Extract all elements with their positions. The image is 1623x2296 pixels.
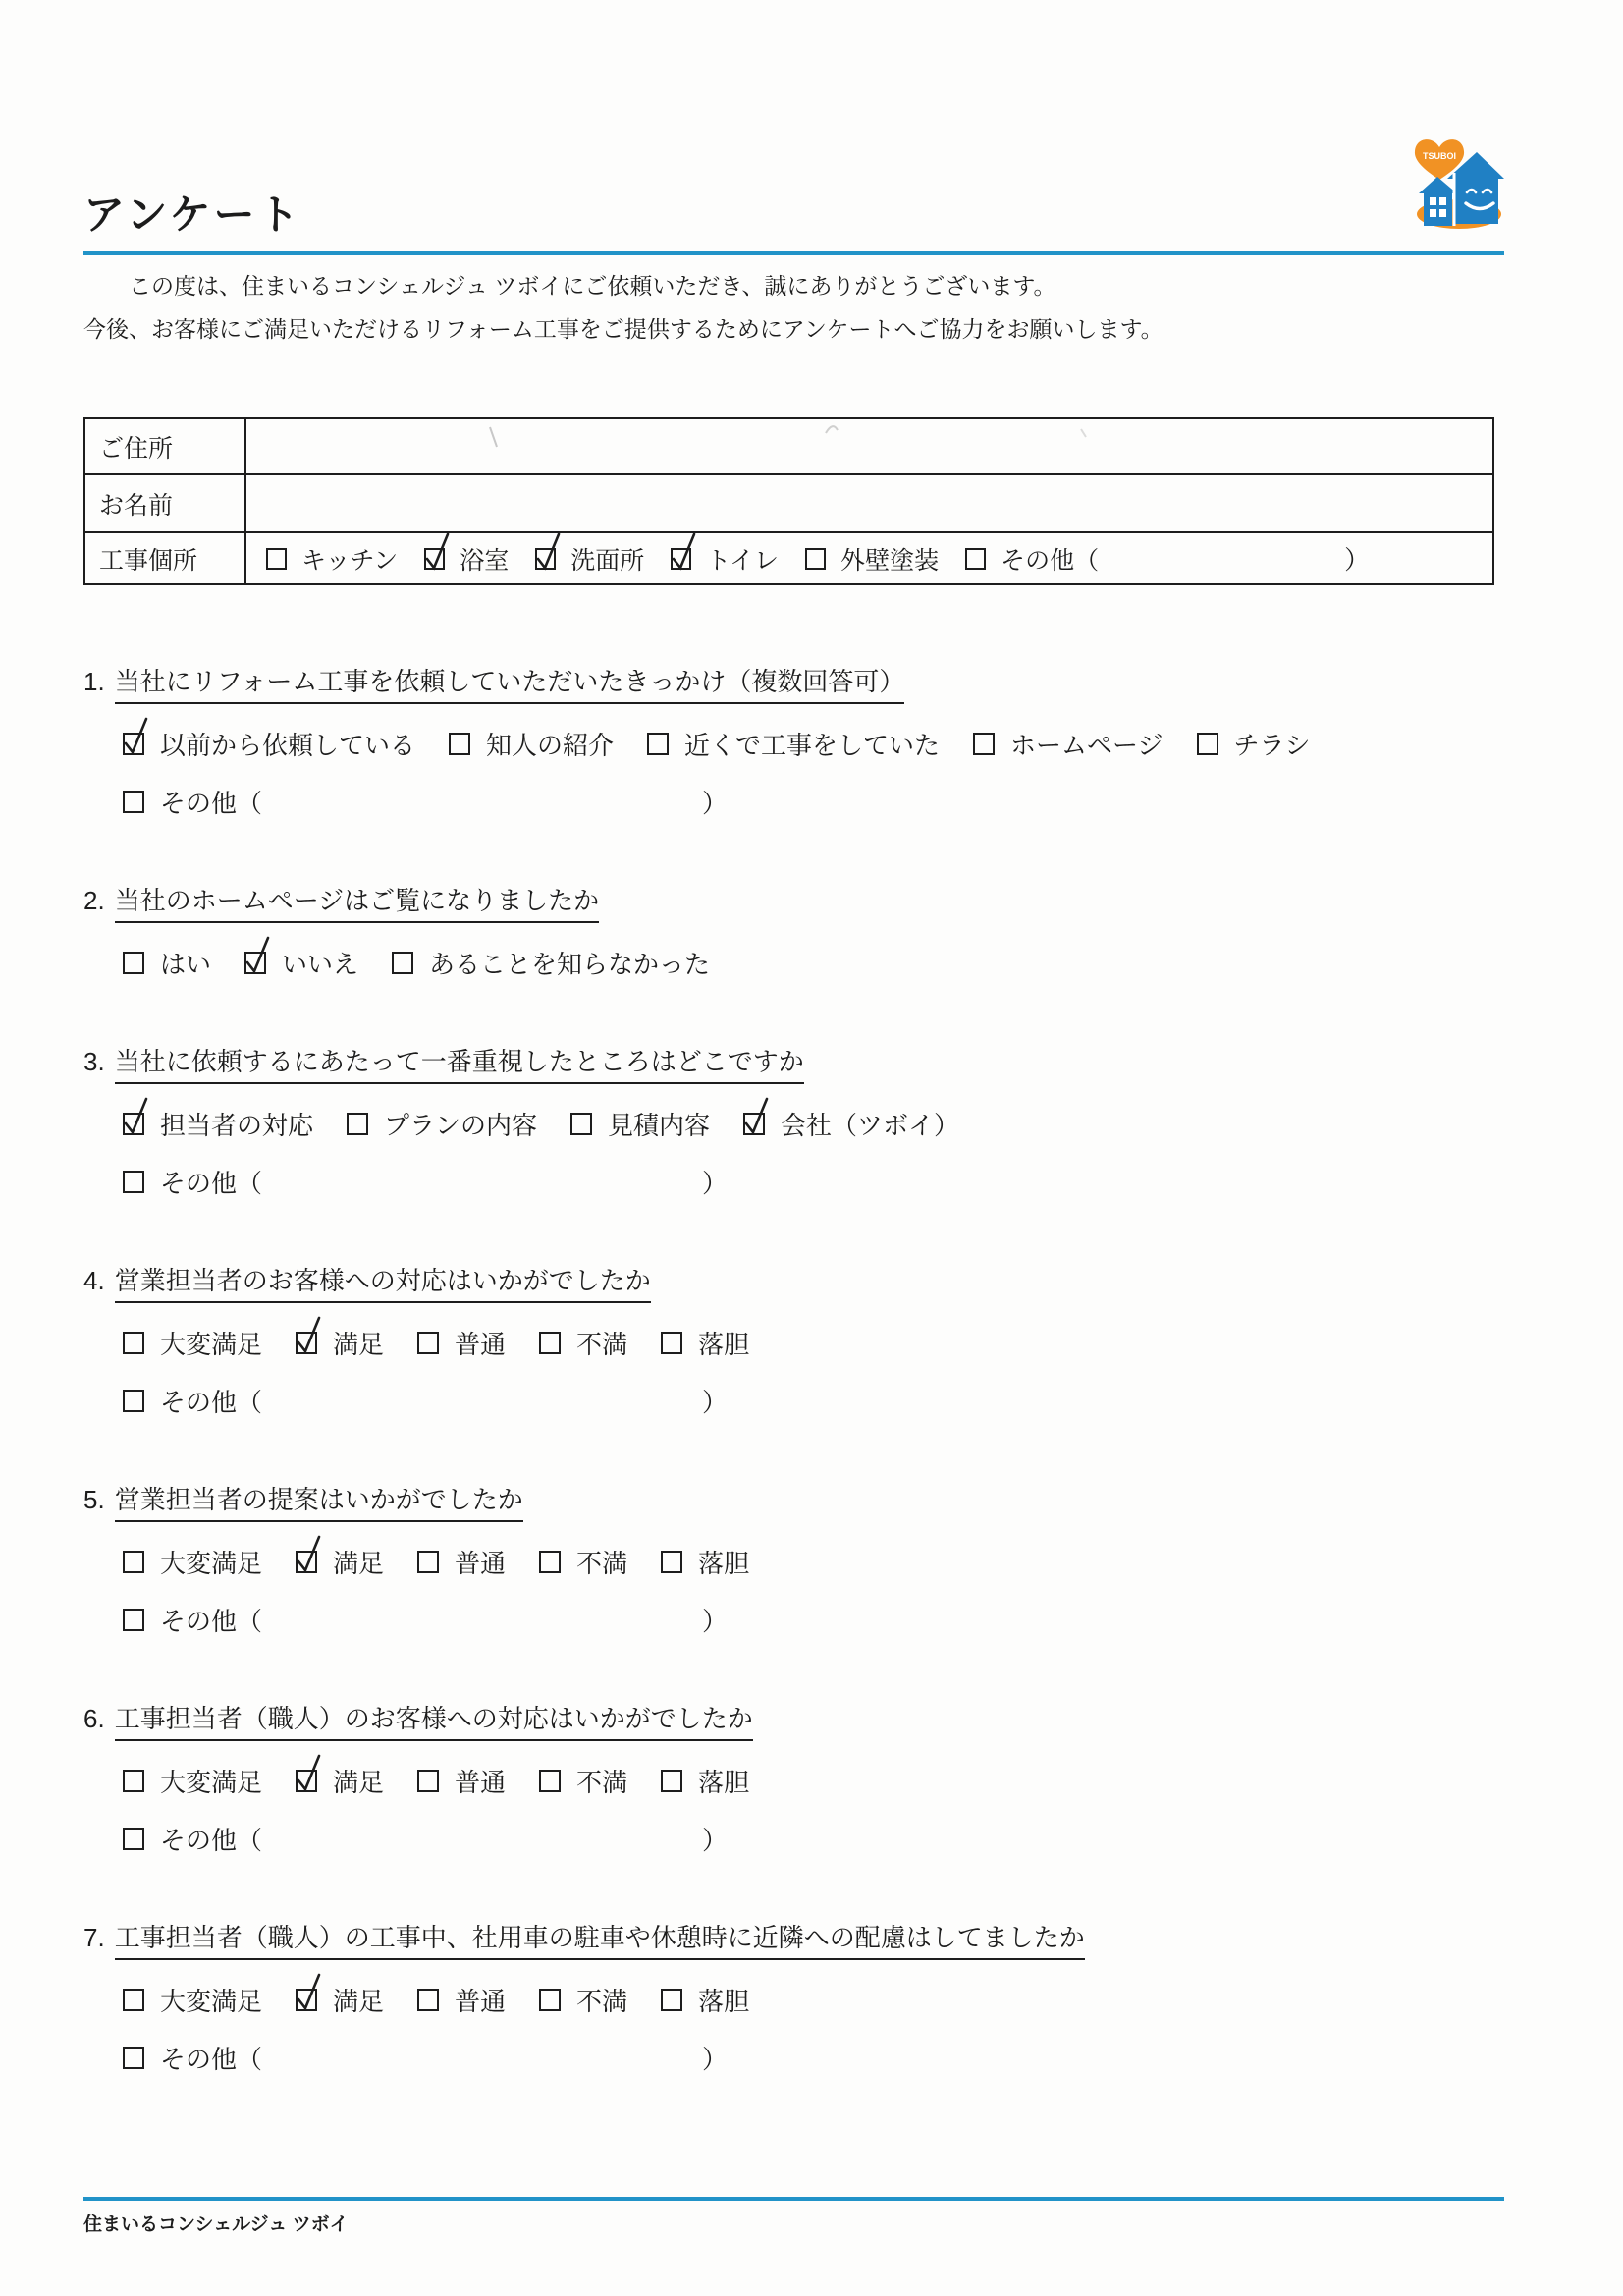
checkbox-option[interactable] [661, 1982, 749, 2018]
checkbox-option[interactable] [647, 726, 940, 762]
question-text: 営業担当者のお客様への対応はいかがでしたか [115, 1266, 651, 1303]
checkbox-option[interactable] [296, 1982, 384, 2018]
construction-area-label: 工事個所 [84, 532, 245, 584]
empty-checkbox-icon [647, 733, 669, 755]
logo-heart-text: TSUBOI [1422, 151, 1457, 161]
question-title [83, 1261, 1515, 1297]
option-label: 洗面所 [570, 546, 645, 574]
question-title [83, 1699, 1515, 1735]
option-row [123, 1763, 1515, 1798]
empty-checkbox-icon [570, 1113, 592, 1135]
intro-line-1: この度は、住まいるコンシェルジュ ツボイにご依頼いただき、誠にありがとうございます。 [129, 273, 1056, 299]
intro-line-2: 今後、お客様にご満足いただけるリフォーム工事をご提供するためにアンケートへご協力をお願いします。 [83, 316, 1163, 343]
checkbox-option[interactable] [535, 541, 644, 576]
close-paren: ） [702, 1606, 729, 1636]
option-row [123, 2040, 1515, 2075]
checkbox-option[interactable] [123, 1106, 313, 1142]
empty-checkbox-icon [539, 1770, 561, 1792]
option-label: 知人の紹介 [486, 730, 615, 760]
checkbox-option[interactable] [805, 541, 939, 576]
empty-checkbox-icon [417, 1770, 439, 1792]
check-mark-icon [295, 1971, 323, 2013]
empty-checkbox-icon [539, 1989, 561, 2011]
question-title [83, 1918, 1515, 1954]
checked-checkbox-icon [123, 1113, 144, 1135]
question-text: 工事担当者（職人）の工事中、社用車の駐車や休憩時に近隣への配慮はしてましたか [115, 1923, 1085, 1960]
option-label: その他（ [160, 788, 263, 818]
checked-checkbox-icon [296, 1332, 317, 1354]
question-options [83, 1106, 1515, 1199]
question [83, 1699, 1515, 1856]
checkbox-option[interactable] [392, 945, 710, 981]
option-label: その他（ [1001, 546, 1100, 574]
write-in-blank[interactable] [262, 1180, 702, 1182]
empty-checkbox-icon [266, 548, 287, 570]
checkbox-option[interactable] [417, 1325, 506, 1361]
close-paren: ） [1344, 545, 1371, 575]
checkbox-option[interactable] [570, 1106, 710, 1142]
option-row [123, 1164, 1515, 1199]
question-number: 5. [83, 1485, 105, 1515]
empty-checkbox-icon [417, 1989, 439, 2011]
check-mark-icon [122, 1095, 150, 1137]
option-label: 見積内容 [608, 1110, 711, 1140]
checkbox-option[interactable] [539, 1763, 627, 1799]
option-row [123, 1821, 1515, 1856]
option-label: 大変満足 [160, 1767, 263, 1797]
check-mark-icon [295, 1752, 323, 1794]
address-input-area[interactable] [245, 418, 1493, 474]
empty-checkbox-icon [123, 952, 144, 974]
checkbox-option[interactable] [417, 1982, 506, 2018]
tsuboi-logo-graphic [1412, 132, 1504, 234]
checkbox-option[interactable] [123, 784, 728, 820]
empty-checkbox-icon [661, 1989, 682, 2011]
empty-checkbox-icon [123, 1828, 144, 1850]
question [83, 662, 1515, 819]
question-title [83, 1480, 1515, 1516]
question-title [83, 1042, 1515, 1078]
empty-checkbox-icon [123, 791, 144, 813]
option-label: 以前から依頼している [160, 730, 416, 760]
question-title [83, 662, 1515, 698]
option-row [123, 1982, 1515, 2017]
empty-checkbox-icon [661, 1332, 682, 1354]
option-label: あることを知らなかった [429, 949, 711, 979]
question-text: 営業担当者の提案はいかがでしたか [115, 1485, 523, 1522]
checkbox-option[interactable] [266, 541, 398, 576]
option-row [123, 1325, 1515, 1360]
question-number: 4. [83, 1266, 105, 1296]
option-label: 普通 [455, 1329, 507, 1359]
option-label: 近くで工事をしていた [684, 730, 941, 760]
empty-checkbox-icon [965, 548, 986, 570]
option-label: 会社（ツボイ） [781, 1110, 960, 1140]
write-in-blank[interactable] [1099, 558, 1344, 560]
question-options [83, 1982, 1515, 2075]
option-label: はい [160, 949, 212, 979]
check-mark-icon [534, 530, 563, 573]
checked-checkbox-icon [123, 733, 144, 755]
option-label: 外壁塗装 [840, 546, 940, 574]
checkbox-option[interactable] [671, 541, 779, 576]
write-in-blank[interactable] [262, 800, 702, 802]
option-label: 不満 [576, 1548, 628, 1578]
checked-checkbox-icon [424, 548, 445, 570]
option-label: 落胆 [698, 1548, 750, 1578]
option-row [123, 1383, 1515, 1418]
address-row [84, 418, 1493, 474]
question-number: 3. [83, 1047, 105, 1077]
checked-checkbox-icon [671, 548, 691, 570]
empty-checkbox-icon [123, 1770, 144, 1792]
option-label: プランの内容 [384, 1110, 538, 1140]
question-options [83, 1325, 1515, 1418]
empty-checkbox-icon [123, 1551, 144, 1573]
checkbox-option[interactable] [123, 1383, 728, 1419]
checkbox-option[interactable] [973, 726, 1163, 762]
checkbox-option[interactable] [296, 1325, 384, 1361]
empty-checkbox-icon [661, 1770, 682, 1792]
checkbox-option[interactable] [123, 1325, 262, 1361]
option-label: その他（ [160, 1606, 263, 1636]
scan-artifact-marks [472, 419, 1160, 472]
checkbox-option[interactable] [417, 1544, 506, 1580]
option-label: 担当者の対応 [160, 1110, 314, 1140]
checkbox-option[interactable] [123, 2040, 728, 2076]
question-options [83, 1763, 1515, 1856]
check-mark-icon [122, 715, 150, 757]
option-label: 満足 [333, 1986, 385, 2016]
checkbox-option[interactable] [449, 726, 614, 762]
option-label: その他（ [160, 1168, 263, 1198]
option-label: キッチン [301, 546, 399, 574]
option-label: 普通 [455, 1548, 507, 1578]
checkbox-option[interactable] [347, 1106, 537, 1142]
empty-checkbox-icon [539, 1332, 561, 1354]
option-label: 大変満足 [160, 1329, 263, 1359]
checkbox-option[interactable] [123, 1763, 262, 1799]
empty-checkbox-icon [123, 2047, 144, 2069]
name-row [84, 474, 1493, 532]
checked-checkbox-icon [535, 548, 556, 570]
empty-checkbox-icon [449, 733, 470, 755]
empty-checkbox-icon [539, 1551, 561, 1573]
checkbox-option[interactable] [539, 1325, 627, 1361]
question-number: 6. [83, 1704, 105, 1734]
option-label: 落胆 [698, 1767, 750, 1797]
question-options [83, 1544, 1515, 1637]
empty-checkbox-icon [805, 548, 826, 570]
check-mark-icon [670, 530, 698, 573]
option-label: 大変満足 [160, 1986, 263, 2016]
option-row [123, 1106, 1515, 1141]
option-label: 大変満足 [160, 1548, 263, 1578]
check-mark-icon [243, 934, 272, 976]
question-options [83, 726, 1515, 819]
option-label: 普通 [455, 1767, 507, 1797]
address-label: ご住所 [84, 418, 245, 474]
construction-options-cell [245, 532, 1493, 584]
question-options [83, 945, 1515, 980]
option-label: 浴室 [460, 546, 510, 574]
option-row [123, 1544, 1515, 1579]
question [83, 1918, 1515, 2075]
close-paren: ） [702, 1168, 729, 1198]
check-mark-icon [742, 1095, 771, 1137]
question [83, 881, 1515, 980]
empty-checkbox-icon [123, 1390, 144, 1412]
checkbox-option[interactable] [123, 1982, 262, 2018]
question-title [83, 881, 1515, 917]
question [83, 1480, 1515, 1637]
checkbox-option[interactable] [539, 1544, 627, 1580]
question-number: 1. [83, 667, 105, 697]
empty-checkbox-icon [661, 1551, 682, 1573]
option-label: その他（ [160, 1825, 263, 1855]
close-paren: ） [702, 1825, 729, 1855]
checkbox-option[interactable] [296, 1763, 384, 1799]
write-in-blank[interactable] [262, 1837, 702, 1839]
option-label: 普通 [455, 1986, 507, 2016]
check-mark-icon [295, 1533, 323, 1575]
question-text: 工事担当者（職人）のお客様への対応はいかがでしたか [115, 1704, 753, 1741]
question-list [83, 662, 1515, 2075]
checkbox-option[interactable] [123, 945, 211, 981]
option-label: 不満 [576, 1767, 628, 1797]
tsuboi-logo [1412, 132, 1504, 234]
construction-area-row [84, 532, 1493, 584]
empty-checkbox-icon [123, 1609, 144, 1631]
empty-checkbox-icon [417, 1551, 439, 1573]
check-mark-icon [423, 530, 452, 573]
write-in-blank[interactable] [262, 2056, 702, 2058]
write-in-blank[interactable] [262, 1399, 702, 1401]
checkbox-option[interactable] [424, 541, 509, 576]
option-row [123, 726, 1515, 761]
checkbox-option[interactable] [296, 1544, 384, 1580]
option-label: 落胆 [698, 1986, 750, 2016]
empty-checkbox-icon [123, 1989, 144, 2011]
checked-checkbox-icon [296, 1989, 317, 2011]
checkbox-option[interactable] [123, 726, 415, 762]
empty-checkbox-icon [392, 952, 413, 974]
footer-divider [83, 2197, 1504, 2201]
small-house-icon [1419, 177, 1457, 226]
checkbox-option[interactable] [123, 1821, 728, 1857]
checkbox-option[interactable] [539, 1982, 627, 2018]
checkbox-option[interactable] [965, 540, 1370, 576]
checkbox-option[interactable] [123, 1544, 262, 1580]
checkbox-option[interactable] [244, 945, 358, 981]
option-label: 満足 [333, 1329, 385, 1359]
checkbox-option[interactable] [661, 1763, 749, 1799]
name-input-area[interactable] [245, 474, 1493, 532]
checkbox-option[interactable] [743, 1106, 959, 1142]
checkbox-option[interactable] [661, 1544, 749, 1580]
option-label: ホームページ [1010, 730, 1163, 760]
empty-checkbox-icon [417, 1332, 439, 1354]
checked-checkbox-icon [296, 1770, 317, 1792]
question-number: 7. [83, 1923, 105, 1953]
checked-checkbox-icon [244, 952, 266, 974]
option-label: 不満 [576, 1986, 628, 2016]
checkbox-option[interactable] [123, 1602, 728, 1638]
check-mark-icon [295, 1314, 323, 1356]
checked-checkbox-icon [743, 1113, 765, 1135]
close-paren: ） [702, 2044, 729, 2074]
question [83, 1261, 1515, 1418]
name-label: お名前 [84, 474, 245, 532]
option-label: 満足 [333, 1767, 385, 1797]
option-label: 落胆 [698, 1329, 750, 1359]
empty-checkbox-icon [347, 1113, 368, 1135]
option-label: チラシ [1233, 730, 1311, 760]
question-text: 当社のホームページはご覧になりましたか [115, 886, 599, 923]
checkbox-option[interactable] [1197, 726, 1311, 762]
checkbox-option[interactable] [661, 1325, 749, 1361]
option-label: いいえ [282, 949, 359, 979]
question [83, 1042, 1515, 1199]
option-row [123, 1602, 1515, 1637]
page-title: アンケート [83, 191, 302, 238]
option-label: 満足 [333, 1548, 385, 1578]
close-paren: ） [702, 788, 729, 818]
empty-checkbox-icon [973, 733, 995, 755]
checkbox-option[interactable] [417, 1763, 506, 1799]
empty-checkbox-icon [1197, 733, 1218, 755]
option-label: その他（ [160, 2044, 263, 2074]
header-divider [83, 251, 1504, 255]
footer-company-name: 住まいるコンシェルジュ ツボイ [83, 2214, 349, 2235]
option-label: トイレ [706, 546, 780, 574]
question-text: 当社にリフォーム工事を依頼していただいたきっかけ（複数回答可） [115, 667, 905, 704]
checkbox-option[interactable] [123, 1164, 728, 1200]
checked-checkbox-icon [296, 1551, 317, 1573]
question-number: 2. [83, 886, 105, 916]
empty-checkbox-icon [123, 1332, 144, 1354]
close-paren: ） [702, 1387, 729, 1417]
option-row [123, 784, 1515, 819]
option-row [123, 945, 1515, 980]
customer-info-table [83, 417, 1494, 585]
write-in-blank[interactable] [262, 1618, 702, 1620]
empty-checkbox-icon [123, 1171, 144, 1193]
option-label: 不満 [576, 1329, 628, 1359]
question-text: 当社に依頼するにあたって一番重視したところはどこですか [115, 1047, 804, 1084]
option-label: その他（ [160, 1387, 263, 1417]
